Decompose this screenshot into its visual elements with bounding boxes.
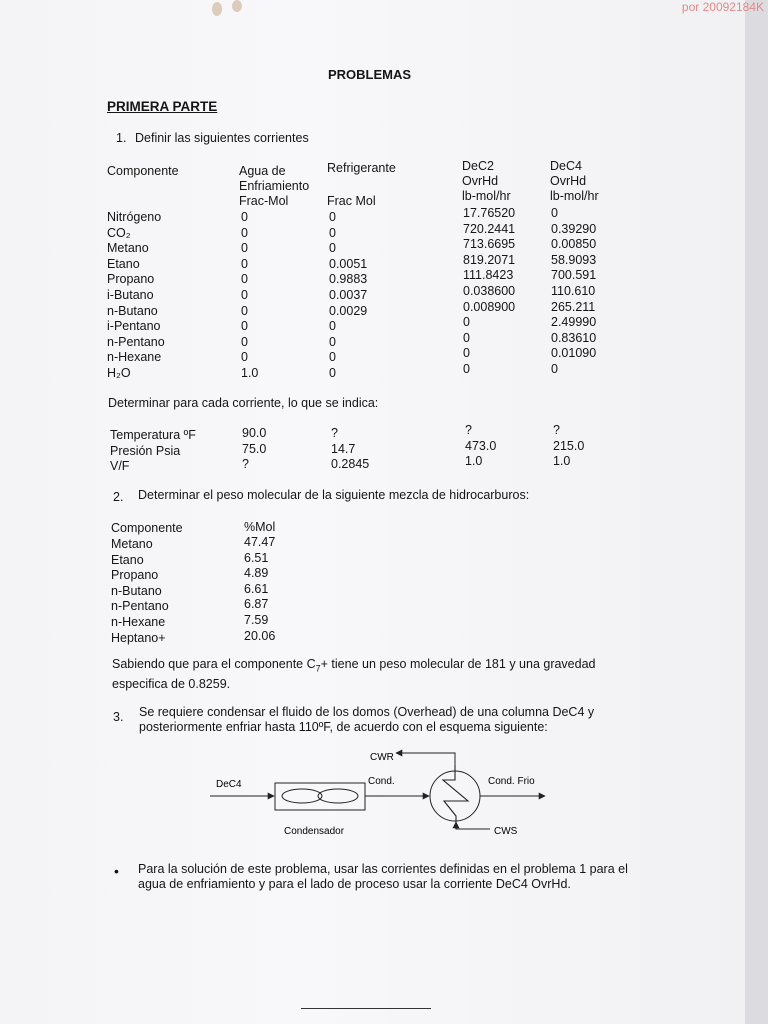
prop-value: 1.0 [465, 454, 483, 469]
table-cell: i-Butano [107, 287, 154, 302]
problem-1-number: 1. [116, 131, 127, 145]
table-cell: 6.87 [244, 597, 269, 612]
table-cell: Propano [107, 272, 155, 287]
table-cell: 1.0 [241, 365, 259, 380]
label-condensador: Condensador [284, 826, 345, 837]
table-cell: 0 [241, 287, 248, 302]
bullet-text: Para la solución de este problema, usar las corrientes definidas en el problema 1 para el agua de enfriamiento y para el lado de proceso usar la corriente DeC4 OvrHd. [138, 862, 628, 891]
table-cell: 0 [241, 319, 248, 334]
label-cws: CWS [494, 826, 518, 837]
bullet-dot: • [114, 863, 119, 879]
table-cell: 819.2071 [463, 252, 516, 267]
table-cell: 0 [551, 361, 558, 376]
table-cell: 0 [241, 303, 248, 318]
watermark: por 20092184K [681, 0, 764, 14]
table-cell: 265.211 [551, 299, 596, 314]
prop-value: ? [465, 423, 472, 437]
table-cell: n-Pentano [107, 334, 165, 349]
header-dec2-1: DeC2 [462, 159, 494, 173]
table-cell: 0 [241, 334, 248, 349]
table-cell: 0 [551, 206, 558, 220]
prop-value: 14.7 [331, 441, 356, 456]
table-cell: 0.0051 [329, 256, 368, 271]
prop-value: ? [242, 457, 249, 472]
p2-col-componente [111, 537, 169, 646]
table-cell: 17.76520 [463, 206, 516, 220]
table-cell: 0 [329, 334, 336, 349]
table-cell: Etano [107, 256, 140, 271]
table-cell: n-Hexane [107, 350, 162, 365]
table-cell: 0 [463, 330, 470, 345]
table-cell: 0 [241, 272, 248, 287]
header-refr-1: Refrigerante [327, 161, 396, 175]
condensador-lobe-right [318, 789, 358, 803]
header-dec4-2: OvrHd [550, 174, 587, 188]
table-cell: Propano [111, 568, 159, 583]
cws-line [456, 822, 490, 829]
prop-label: V/F [110, 459, 130, 474]
prop-label: Temperatura ºF [110, 428, 196, 442]
table-cell: 0.0029 [329, 303, 368, 318]
bottom-rule [301, 1008, 431, 1009]
table-cell: 2.49990 [551, 315, 597, 330]
problem-2-number: 2. [113, 490, 124, 504]
problem-3-text: Se requiere condensar el fluido de los domos (Overhead) de una columna DeC4 y posteriormente enfriar hasta 110ºF, de acuerdo con el esquema siguiente: [139, 705, 595, 734]
label-cond-frio: Cond. Frio [488, 776, 535, 787]
table-cell: 111.8423 [463, 268, 514, 283]
col-refrigerante [329, 210, 367, 382]
table-cell: 20.06 [244, 628, 276, 643]
prop-value: ? [553, 423, 560, 437]
stain [232, 0, 242, 12]
p2-note [112, 657, 652, 692]
prop-label: Presión Psia [110, 443, 181, 458]
table-cell: 0 [463, 346, 470, 361]
table-cell: n-Butano [107, 303, 158, 318]
header-dec4-3: lb-mol/hr [550, 189, 599, 203]
table-cell: Metano [107, 241, 149, 256]
table-cell: H₂O [107, 365, 131, 380]
p2-header-componente: Componente [111, 521, 183, 535]
table-cell: i-Pentano [107, 319, 161, 334]
label-cwr: CWR [370, 752, 394, 763]
table-cell: 110.610 [551, 283, 596, 298]
header-dec2-2: OvrHd [462, 174, 499, 188]
condensador-lobe-left [282, 789, 322, 803]
header-dec2-3: lb-mol/hr [462, 189, 511, 203]
table-cell: 6.61 [244, 581, 269, 596]
table-cell: 0 [463, 315, 470, 330]
table-cell: 0.01090 [551, 346, 597, 361]
determinar-text: Determinar para cada corriente, lo que se indica: [108, 396, 379, 410]
table-cell: Nitrógeno [107, 210, 162, 224]
prop-value: 75.0 [242, 441, 267, 456]
table-cell: 7.59 [244, 612, 269, 627]
table-cell: 0.038600 [463, 283, 516, 298]
label-dec4: DeC4 [216, 779, 242, 790]
table-cell: 0 [463, 361, 470, 376]
page-edge [745, 0, 768, 1024]
table-cell: 0.008900 [463, 299, 516, 314]
props-refr [331, 426, 369, 473]
table-cell: Heptano+ [111, 630, 166, 645]
table-cell: CO₂ [107, 225, 131, 240]
prop-value: 473.0 [465, 438, 497, 453]
table-cell: 0 [329, 350, 336, 365]
header-agua-1: Agua de [239, 164, 286, 178]
table-cell: 0.83610 [551, 330, 597, 345]
col-dec4 [551, 206, 596, 378]
props-agua [242, 426, 266, 473]
table-cell: 47.47 [244, 535, 276, 549]
props-labels [110, 428, 196, 475]
p2-note-sub: 7 [315, 663, 321, 674]
table-cell: 713.6695 [463, 237, 516, 252]
table-cell: Etano [111, 552, 144, 567]
table-cell: n-Butano [111, 583, 162, 598]
prop-value: ? [331, 426, 338, 440]
p2-header-mol: %Mol [244, 520, 276, 534]
col-componente [107, 210, 165, 382]
header-componente: Componente [107, 164, 179, 178]
prop-value: 215.0 [553, 438, 585, 453]
condenser-diagram [200, 745, 560, 845]
table-cell: 4.89 [244, 566, 269, 581]
table-cell: n-Pentano [111, 599, 169, 614]
table-cell: 0 [329, 241, 336, 256]
header-refr-3: Frac Mol [327, 194, 376, 208]
table-cell: 0.9883 [329, 272, 368, 287]
table-cell: 0 [329, 319, 336, 334]
table-cell: 0.39290 [551, 221, 597, 236]
page-title: PROBLEMAS [328, 67, 412, 82]
table-cell: 58.9093 [551, 252, 597, 267]
section-title: PRIMERA PARTE [107, 99, 218, 114]
col-dec2 [463, 206, 515, 378]
table-cell: 0 [241, 256, 248, 271]
table-cell: 0 [241, 241, 248, 256]
p2-note-a: Sabiendo que para el componente C [112, 657, 316, 671]
prop-value: 0.2845 [331, 457, 370, 472]
table-cell: 0 [241, 350, 248, 365]
table-cell: 0 [329, 210, 336, 224]
table-cell: 720.2441 [463, 221, 516, 236]
problem-1-heading: Definir las siguientes corrientes [135, 131, 309, 145]
stain [212, 2, 222, 16]
table-cell: 700.591 [551, 268, 597, 283]
table-cell: 0 [329, 365, 336, 380]
table-cell: 6.51 [244, 550, 269, 565]
props-dec4 [553, 423, 584, 470]
p2-col-mol [244, 535, 275, 644]
cwr-line [396, 753, 455, 765]
header-agua-3: Frac-Mol [239, 194, 289, 208]
problem-2-heading: Determinar el peso molecular de la siguiente mezcla de hidrocarburos: [138, 488, 530, 502]
table-cell: 0.0037 [329, 287, 368, 302]
problem-3-number: 3. [113, 710, 124, 724]
table-cell: 0 [329, 225, 336, 240]
col-agua [241, 210, 258, 382]
props-dec2 [465, 423, 496, 470]
table-cell: Metano [111, 537, 153, 551]
condensador-box [275, 783, 365, 810]
table-cell: 0 [241, 210, 248, 224]
header-dec4-1: DeC4 [550, 159, 582, 173]
prop-value: 1.0 [553, 454, 571, 469]
header-agua-2: Enfriamiento [239, 179, 310, 193]
table-cell: n-Hexane [111, 614, 166, 629]
table-cell: 0 [241, 225, 248, 240]
table-cell: 0.00850 [551, 237, 597, 252]
prop-value: 90.0 [242, 426, 267, 440]
p2-note-b: + tiene un peso molecular de 181 y una gravedad especifica de 0.8259. [112, 657, 596, 691]
label-cond: Cond. [368, 776, 395, 787]
